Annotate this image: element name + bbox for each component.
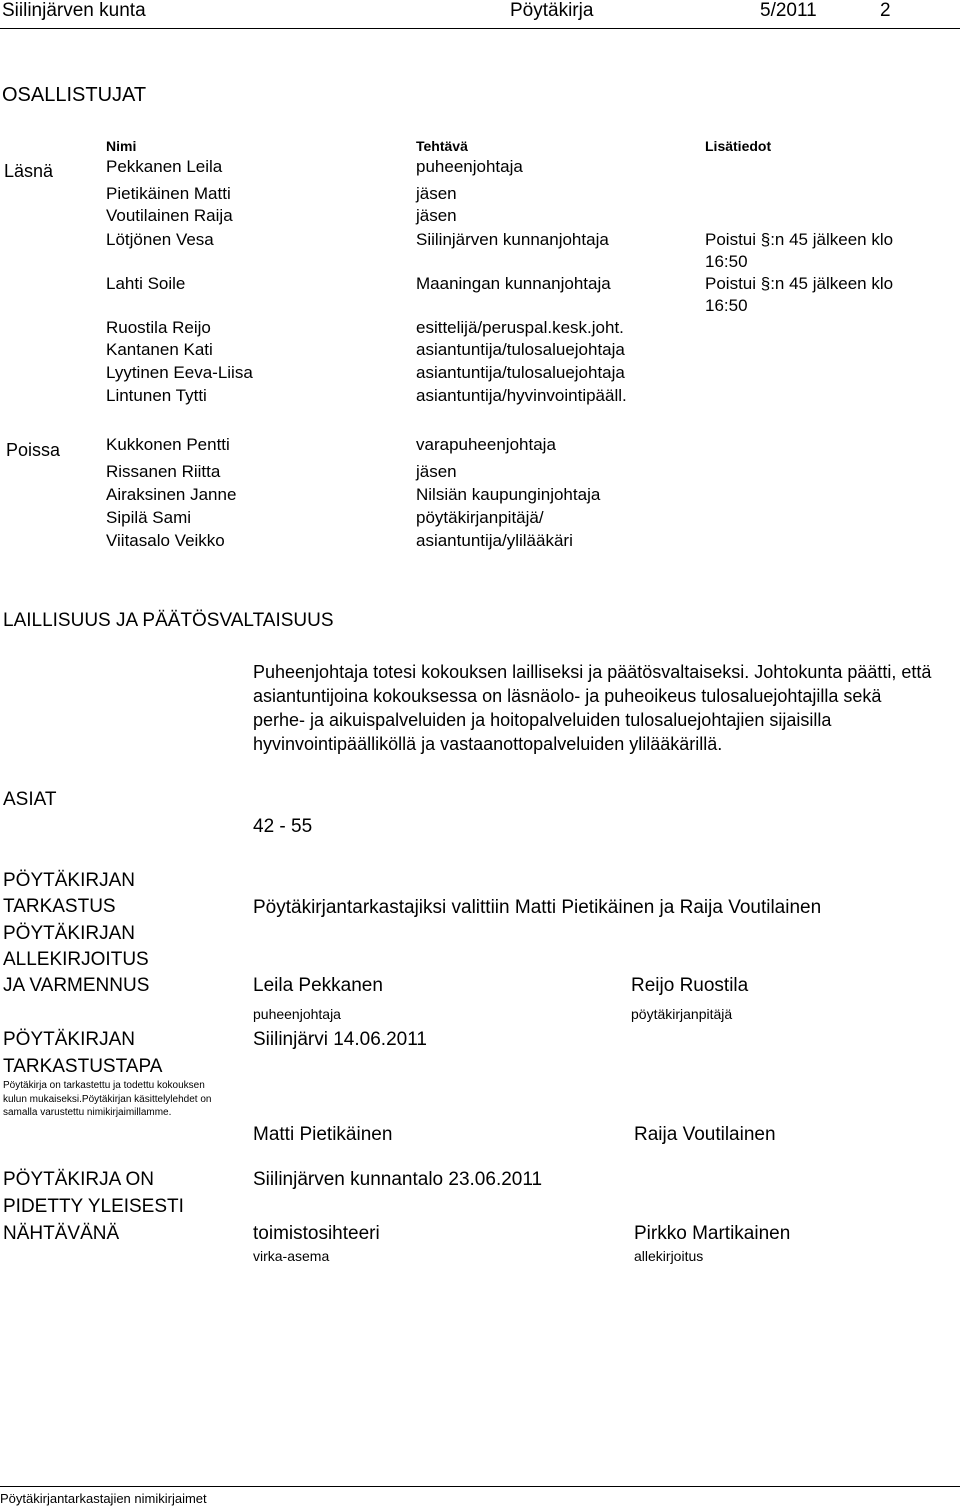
official-name: Pirkko Martikainen [634,1223,791,1244]
present-label: Läsnä [4,161,54,181]
present-role: jäsen [416,206,457,225]
legality-text: Puheenjohtaja totesi kokouksen lailliseksi ja päätösvaltaiseksi. Johtokunta päätti, että asiantuntijoina kokouksessa on läsnäolo- ja puheoikeus tulosaluejohtajilla sekä perhe- ja aikuispalveluiden ja hoitopalveluiden tulosaluejohtajien sijaisilla hyvinvointipäälliköllä ja vastaanottopalveluiden ylilääkärillä. [253,662,932,754]
review-label-1: PÖYTÄKIRJAN [3,870,135,891]
header-number: 5/2011 [760,0,817,21]
present-notes-cont: 16:50 [705,296,748,315]
col-role-header: Tehtävä [416,138,468,154]
present-notes: Poistui §:n 45 jälkeen klo [705,274,894,293]
absent-role: Nilsiän kaupunginjohtaja [416,485,601,504]
absent-name: Airaksinen Janne [106,485,237,504]
absent-name: Sipilä Sami [106,508,192,527]
present-notes: Poistui §:n 45 jälkeen klo [705,230,894,249]
signer2-role: pöytäkirjanpitäjä [631,1006,733,1022]
signer1-role: puheenjohtaja [253,1006,341,1022]
signer1-name: Leila Pekkanen [253,975,383,996]
header-page: 2 [880,0,891,21]
present-name: Lintunen Tytti [106,386,207,405]
present-role: asiantuntija/hyvinvointipääll. [416,386,627,405]
header-rule [0,28,960,29]
absent-role: jäsen [416,462,457,481]
present-name: Lötjönen Vesa [106,230,214,249]
present-name: Ruostila Reijo [106,318,211,337]
present-name: Lyytinen Eeva-Liisa [106,363,253,382]
absent-name: Rissanen Riitta [106,462,221,481]
absent-role: varapuheenjohtaja [416,435,556,454]
present-name: Pietikäinen Matti [106,184,231,203]
footer-text: Pöytäkirjantarkastajien nimikirjaimet [0,1491,207,1506]
header-doc-type: Pöytäkirja [510,0,594,21]
present-name: Pekkanen Leila [106,157,223,176]
col-notes-header: Lisätiedot [705,138,772,154]
present-name: Lahti Soile [106,274,186,293]
present-notes-cont: 16:50 [705,252,748,271]
present-role: puheenjohtaja [416,157,523,176]
present-role: jäsen [416,184,457,203]
present-role: esittelijä/peruspal.kesk.joht. [416,318,624,337]
present-name: Voutilainen Raija [106,206,233,225]
review-method-label-2: TARKASTUSTAPA [3,1056,163,1077]
public-label-3: NÄHTÄVÄNÄ [3,1223,120,1244]
public-label-1: PÖYTÄKIRJA ON [3,1169,154,1190]
absent-role: asiantuntija/ylilääkäri [416,531,573,550]
participants-title: OSALLISTUJAT [2,84,147,106]
present-role: asiantuntija/tulosaluejohtaja [416,363,625,382]
signing-label-3: JA VARMENNUS [3,975,150,996]
footer-rule [0,1486,960,1487]
col-name-header: Nimi [106,138,137,154]
absent-label: Poissa [6,440,61,460]
signing-label-1: PÖYTÄKIRJAN [3,923,135,944]
review-method-note-2: kulun mukaiseksi.Pöytäkirjan käsittelylehdet on [3,1094,212,1105]
signer2-name: Reijo Ruostila [631,975,749,996]
present-role: asiantuntija/tulosaluejohtaja [416,340,625,359]
matters-range: 42 - 55 [253,816,313,837]
signing-label-2: ALLEKIRJOITUS [3,949,149,970]
review-method-note-1: Pöytäkirja on tarkastettu ja todettu kokouksen [3,1080,205,1091]
legality-title: LAILLISUUS JA PÄÄTÖSVALTAISUUS [3,610,334,631]
present-role: Maaningan kunnanjohtaja [416,274,611,293]
review-text: Pöytäkirjantarkastajiksi valittiin Matti Pietikäinen ja Raija Voutilainen [253,897,822,918]
official-title: toimistosihteeri [253,1223,380,1244]
signature-caption: allekirjoitus [634,1248,704,1264]
matters-label: ASIAT [3,789,57,810]
reviewer1-name: Matti Pietikäinen [253,1124,393,1145]
review-label-2: TARKASTUS [3,896,116,917]
official-caption: virka-asema [253,1248,330,1264]
absent-role: pöytäkirjanpitäjä/ [416,508,544,527]
review-place-date: Siilinjärvi 14.06.2011 [253,1029,427,1050]
present-name: Kantanen Kati [106,340,213,359]
public-label-2: PIDETTY YLEISESTI [3,1196,184,1217]
review-method-note-3: samalla varustettu nimikirjaimillamme. [3,1107,172,1118]
review-method-label-1: PÖYTÄKIRJAN [3,1029,135,1050]
public-place-date: Siilinjärven kunnantalo 23.06.2011 [253,1169,543,1190]
reviewer2-name: Raija Voutilainen [634,1124,776,1145]
header-org: Siilinjärven kunta [2,0,146,21]
absent-name: Kukkonen Pentti [106,435,230,454]
present-role: Siilinjärven kunnanjohtaja [416,230,609,249]
absent-name: Viitasalo Veikko [106,531,225,550]
